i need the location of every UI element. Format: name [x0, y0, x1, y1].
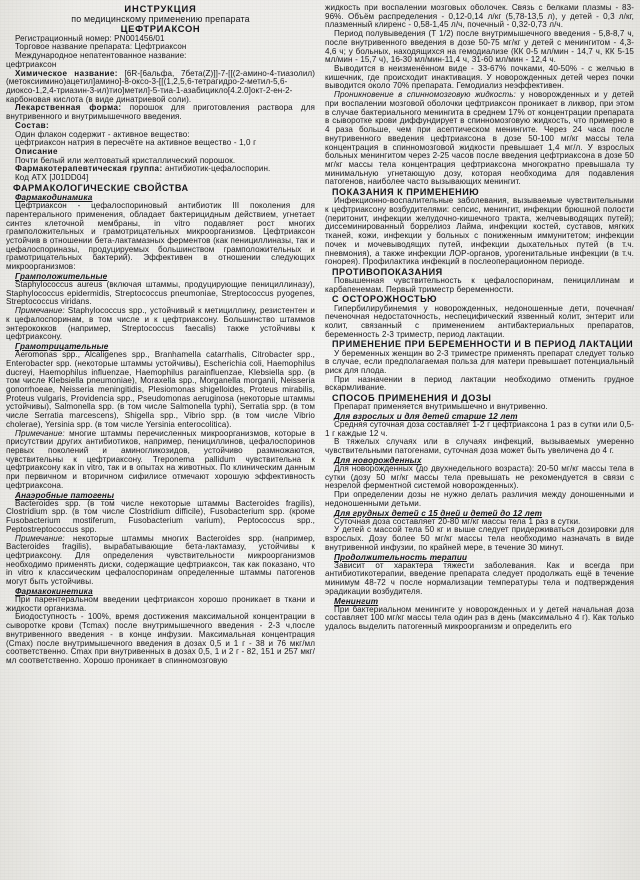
subsection-gram-negative: Грамотрицательные [15, 341, 109, 351]
chemical-name-value: [6R-[6альфа, 7бета(Z)]]-7-[[(2-амино-4-тиазолил)(метоксиимино)ацетил]амино]-8-оксо-3-[[(1,2,5,6-тетрагидро-2-метил-5,6-диоксо-1,2,4-триазин-3-ил)тио]метил]-5-тиа-1-азабицикло[4.2.0]окт-2-ен-2-карбоновая кислота (в виде динатриевой соли). [6, 68, 315, 104]
csf-penetration-paragraph [325, 91, 634, 187]
anaerobic-list: Bacteroides spp. (в том числе некоторые штаммы Bacteroides fragilis), Clostridium spp. (в том числе Clostridium difficile), Fusobacterium spp. (кроме Fusobacterium mostiferum, Fusobacterium varium), Peptococcus spp., Peptostreptococcus spp. [6, 498, 315, 534]
page-title: ИНСТРУКЦИЯ [124, 4, 197, 14]
csf-penetration-text: у новорожденных и у детей при воспалении мозговой оболочки цефтриаксон проникает в ликвор, при этом в случае бактериального менингита в среднем 17% от концентрации препарата в сыворотке крови диффундирует в спинномозговую жидкость, что примерно в 4 раза больше, чем при асептическом менингите. Через 24 часа после внутривенного введения цефтриаксона в дозе 50-100 мг/кг массы тела концентрация в спинномозговой жидкости превышает 1,4 мг/л. У взрослых больных менингитом через 2-25 часов после введения цефтриаксона в дозе 50 мг/кг массы тела концентрация цефтриаксона многократно превышала ту минимальную угнетающую дозу, которая необходима для подавления патогенов, наиболее часто вызывающих менингит. [325, 90, 634, 187]
subsection-meningitis: Менингит [334, 596, 379, 606]
page-subtitle: по медицинскому применению препарата [71, 14, 250, 25]
csf-penetration-label: Проникновение в спинномозговую жидкость: [334, 90, 516, 100]
gram-negative-list: Aeromonas spp., Alcaligenes spp., Branhamella catarrhalis, Citrobacter spp., Enterobacter spp. (некоторые штаммы устойчивы), Escherichia coli, Haemophilus ducreyi, Haemophilus influenzae, Haemophilus parainfluenzae, Klebsiella spp. (в том числе Klebsiella pneumoniae), Moraxella spp., Morganella morganii, Neisseria gonorrhoeae, Neisseria meningitidis, Plesiomonas shigelloides, Proteus mirabilis, Proteus vulgaris, Providencia spp., Pseudomonas aeruginosa (некоторые штаммы устойчивы), Salmonella spp. (в том числе Salmonella typhi), Serratia spp. (в том числе Serratia marcescens), Shigella spp., Vibrio spp. (в том числе Vibrio cholerae), Yersinia spp. (в том числе Yersinia enterocolitica). [6, 350, 315, 429]
dosage-form-label: Лекарственная форма: [15, 103, 122, 113]
composition-label: Состав: [15, 120, 50, 130]
section-pregnancy-lactation: ПРИМЕНЕНИЕ ПРИ БЕРЕМЕННОСТИ И В ПЕРИОД ЛАКТАЦИИ [332, 339, 634, 350]
dosage-intro: Препарат применяется внутримышечно и внутривенно. [334, 402, 548, 412]
note-label: Примечание: [15, 428, 65, 438]
infants-dosage-2: У детей с массой тела 50 кг и выше следует придерживаться дозировки для взрослых. Дозу более 50 мг/кг массы тела необходимо назначать в виде внутривенной инфузии, по крайней мере, в течение 30 минут. [325, 525, 634, 552]
subsection-pharmacokinetics: Фармакокинетика [15, 586, 93, 596]
meningitis-text: При бактериальном менингите у новорожденных и у детей начальная доза составляет 100 мг/кг массы тела один раз в день (максимально 4 г). Как только удалось выделить патогенный микроорганизм и определить его [325, 604, 634, 632]
inn-value: цефтриаксон [6, 59, 57, 69]
caution-text: Гипербилирубинемия у новорожденных, недоношенные дети, почечная/печеночная недостаточность, неспецифический язвенный колит, энтерит или колит, связанный с применением антибактериальных препаратов, беременность 2-3 триместр, период лактации. [325, 303, 634, 339]
left-column [6, 4, 315, 876]
lactation-text: При назначении в период лактации необходимо отменить грудное вскармливание. [325, 374, 634, 393]
note-gram-negative [6, 430, 315, 491]
chemical-name-label: Химическое название: [15, 68, 118, 78]
subsection-adults-and-children-over-12: Для взрослых и для детей старше 12 лет [334, 411, 518, 421]
two-column-layout [6, 4, 634, 876]
subsection-newborns: Для новорожденных [334, 455, 422, 465]
dosage-form-paragraph [6, 104, 315, 121]
subsection-pharmacodynamics: Фармакодинамика [15, 193, 93, 202]
newborns-dosage-1: Для новорожденных (до двухнедельного возраста): 20-50 мг/кг массы тела в сутки (дозу 50 мг/кг массы тела превышать не рекомендуется в связи с незрелой ферментной системой новорожденных). [325, 464, 634, 491]
pharmacokinetics-continued: жидкость при воспалении мозговых оболочек. Связь с белками плазмы - 83-96%. Объём распределения - 0,12-0,14 л/кг (5,78-13,5 л), у детей - 0,3 л/кг, плазменный клиренс - 0,58-1,45 л/ч, почечный - 0,32-0,73 л/ч. [325, 4, 634, 30]
trade-name: Торговое название препарата: Цефтриаксон [15, 42, 187, 52]
section-indications: ПОКАЗАНИЯ К ПРИМЕНЕНИЮ [332, 187, 480, 198]
contraindications-text: Повышенная чувствительность к цефалоспоринам, пенициллинам и карбапенемам. Первый триместр беременности. [325, 276, 634, 294]
subsection-duration-of-therapy: Продолжительность терапии [334, 552, 468, 562]
inn-label: Международное непатентованное название: [15, 51, 187, 61]
excretion-paragraph: Выводится в неизменённом виде - 33-67% почками, 40-50% - с желчью в кишечник, где происходит инактивация. У новорожденных детей через почки выводится около 70% препарата. Гемодиализ неэффективен. [325, 64, 634, 91]
pharmacokinetics-paragraph-1: При парентеральном введении цефтриаксон хорошо проникает в ткани и жидкости организма. [6, 594, 315, 613]
pharm-group-value: антибиотик-цефалоспорин. [165, 164, 271, 174]
subsection-anaerobic-pathogens: Анаэробные патогены [15, 490, 115, 500]
indications-text: Инфекционно-воспалительные заболевания, вызываемые чувствительными к цефтриаксону возбудителями: сепсис, менингит, инфекции брюшной полости (перитонит, инфекции желудочно-кишечного тракта, желчевыводящих путей); диссеминированный боррелиоз Лайма, инфекции костей, суставов, мягких тканей, кожи, инфекции у больных с пониженным иммунитетом; инфекции почек и мочевыводящих путей, инфекции дыхательных путей (в т.ч. пневмония), а также инфекции ЛОР-органов, урогенитальные инфекции (в т.ч. гонорея). Профилактика инфекций в послеоперационном периоде. [325, 196, 634, 267]
pregnancy-text: У беременных женщин во 2-3 триместре применять препарат следует только в случае, если предполагаемая польза для матери превышает потенциальный риск для плода. [325, 348, 634, 375]
dosage-form-value: порошок для приготовления раствора для внутривенного и внутримышечного введения. [6, 103, 315, 122]
chemical-name-paragraph [6, 70, 315, 105]
composition-line-1: Один флакон содержит - активное вещество: [15, 129, 190, 139]
section-contraindications: ПРОТИВОПОКАЗАНИЯ [332, 266, 443, 277]
description-value: Почти белый или желтоватый кристаллический порошок. [15, 155, 236, 165]
note-text: Staphylococcus spp., устойчивый к метициллину, резистентен и к цефалоспоринам, в том числе и к цефтриаксону. Большинство штаммов энтерококков (например, Streptococcus faecalis) также устойчивы к цефтриаксону. [6, 306, 315, 342]
note-label: Примечание: [15, 533, 65, 543]
note-anaerobic [6, 535, 315, 587]
section-pharmacological-properties: ФАРМАКОЛОГИЧЕСКИЕ СВОЙСТВА [13, 182, 189, 193]
adults-dosage-1: Средняя суточная доза составляет 1-2 г цефтриаксона 1 раз в сутки или 0,5-1 г каждые 12 ч. [325, 420, 634, 438]
note-text: многие штаммы перечисленных микроорганизмов, которые в присутствии других антибиотиков, например, пенициллинов, цефалоспоринов первых поколений и аминогликозидов, устойчиво размножаются, чувствительны к цефтриаксону. Treponema pallidum чувствительна к цефтриаксону как in vitro, так и в опытах на животных. По клиническим данным при первичном и вторичном сифилисе отмечают хорошую эффективность цефтриаксона. [6, 428, 315, 490]
newborns-dosage-2: При определении дозы не нужно делать различия между доношенными и недоношенными детьми. [325, 490, 634, 508]
duration-text: Зависит от характера тяжести заболевания. Как и всегда при антибиотикотерапии, введение препарата следует продолжать ещё в течение минимум 48-72 ч после нормализации температуры тела и подтверждения эрадикации возбудителя. [325, 560, 634, 596]
infants-dosage-1: Суточная доза составляет 20-80 мг/кг массы тела 1 раз в сутки. [334, 516, 581, 526]
section-caution: С ОСТОРОЖНОСТЬЮ [332, 294, 437, 305]
adults-dosage-2: В тяжелых случаях или в случаях инфекций, вызываемых умеренно чувствительными патогенами, суточная доза может быть увеличена до 4 г. [325, 437, 634, 456]
atx-code: Код АТХ [J01DD04] [15, 173, 89, 183]
half-life-paragraph: Период полувыведения (Т 1/2) после внутримышечного введения - 5,8-8,7 ч, после внутривенного введения в дозе 50-75 мг/кг у детей с менингитом - 4,3-4,6 ч; у больных, находящихся на гемодиализе (КК 0-5 мл/мин - 14,7 ч, КК 5-15 мл/мин - 15,7 ч), 16-30 мл/мин-11,4 ч, 31-60 мл/мин - 12,4 ч. [325, 29, 634, 65]
subsection-infants-and-children-under-12: Для грудных детей с 15 дней и детей до 12 лет [334, 508, 543, 518]
note-text: некоторые штаммы многих Bacteroides spp. (например, Bacteroides fragilis), вырабатывающие бета-лактамазу, устойчивы к цефтриаксону. Для определения чувствительности микроорганизмов необходимо применять диски, содержащие цефтриаксон, так как показано, что in vitro к классическим цефалоспоринам определенные штаммы патогенов могут быть устойчивы. [6, 533, 315, 587]
drug-name-heading: ЦЕФТРИАКСОН [120, 23, 201, 35]
note-gram-positive [6, 307, 315, 342]
pharm-group-label: Фармакотерапевтическая группа: [15, 164, 163, 174]
description-label: Описание [15, 147, 58, 157]
composition-line-2: цефтриаксон натрия в пересчёте на активное вещество - 1,0 г [15, 138, 257, 148]
pharmacodynamics-text: Цефтриаксон - цефалоспориновый антибиотик III поколения для парентерального применения, обладает бактерицидным действием, угнетает синтез клеточной мембраны, in vitro подавляет рост многих грамположительных и грамотрицательных микроорганизмов. Цефтриаксон устойчив в отношении бета-лактамазных ферментов (как пенициллиназы, так и цефалоспориназы, продуцируемых большинством грамположительных и грамотрицательных бактерий). Эффективен в отношении следующих микроорганизмов: [6, 201, 315, 272]
subsection-gram-positive: Грамположительные [15, 271, 108, 281]
right-column [325, 4, 634, 876]
gram-positive-list: Staphylococcus aureus (включая штаммы, продуцирующие пенициллиназу), Staphylococcus epidermidis, Streptococcus pneumoniae, Streptococcus pyogenes, Streptococcus viridans. [6, 279, 315, 307]
registration-number: Регистрационный номер: PN001456/01 [15, 33, 165, 43]
note-label: Примечание: [15, 306, 65, 316]
section-dosage-administration: СПОСОБ ПРИМЕНЕНИЯ И ДОЗЫ [332, 393, 492, 404]
pharmacokinetics-paragraph-2: Биодоступность - 100%, время достижения максимальной концентрации в сыворотке крови (Тсmax) после внутримышечного введения - 2-3 ч,после внутривенного введения - в конце инфузии. Максимальная концентрация (Сmax) после внутримышечного введения в дозах 0,5 и 1 г - 38 и 76 мкг/мл соответственно. Сmax при внутривенных в дозах 0,5, 1 и 2 г - 82, 151 и 257 мкг/мл соответственно. Хорошо проникает в спинномозговую [6, 612, 315, 665]
